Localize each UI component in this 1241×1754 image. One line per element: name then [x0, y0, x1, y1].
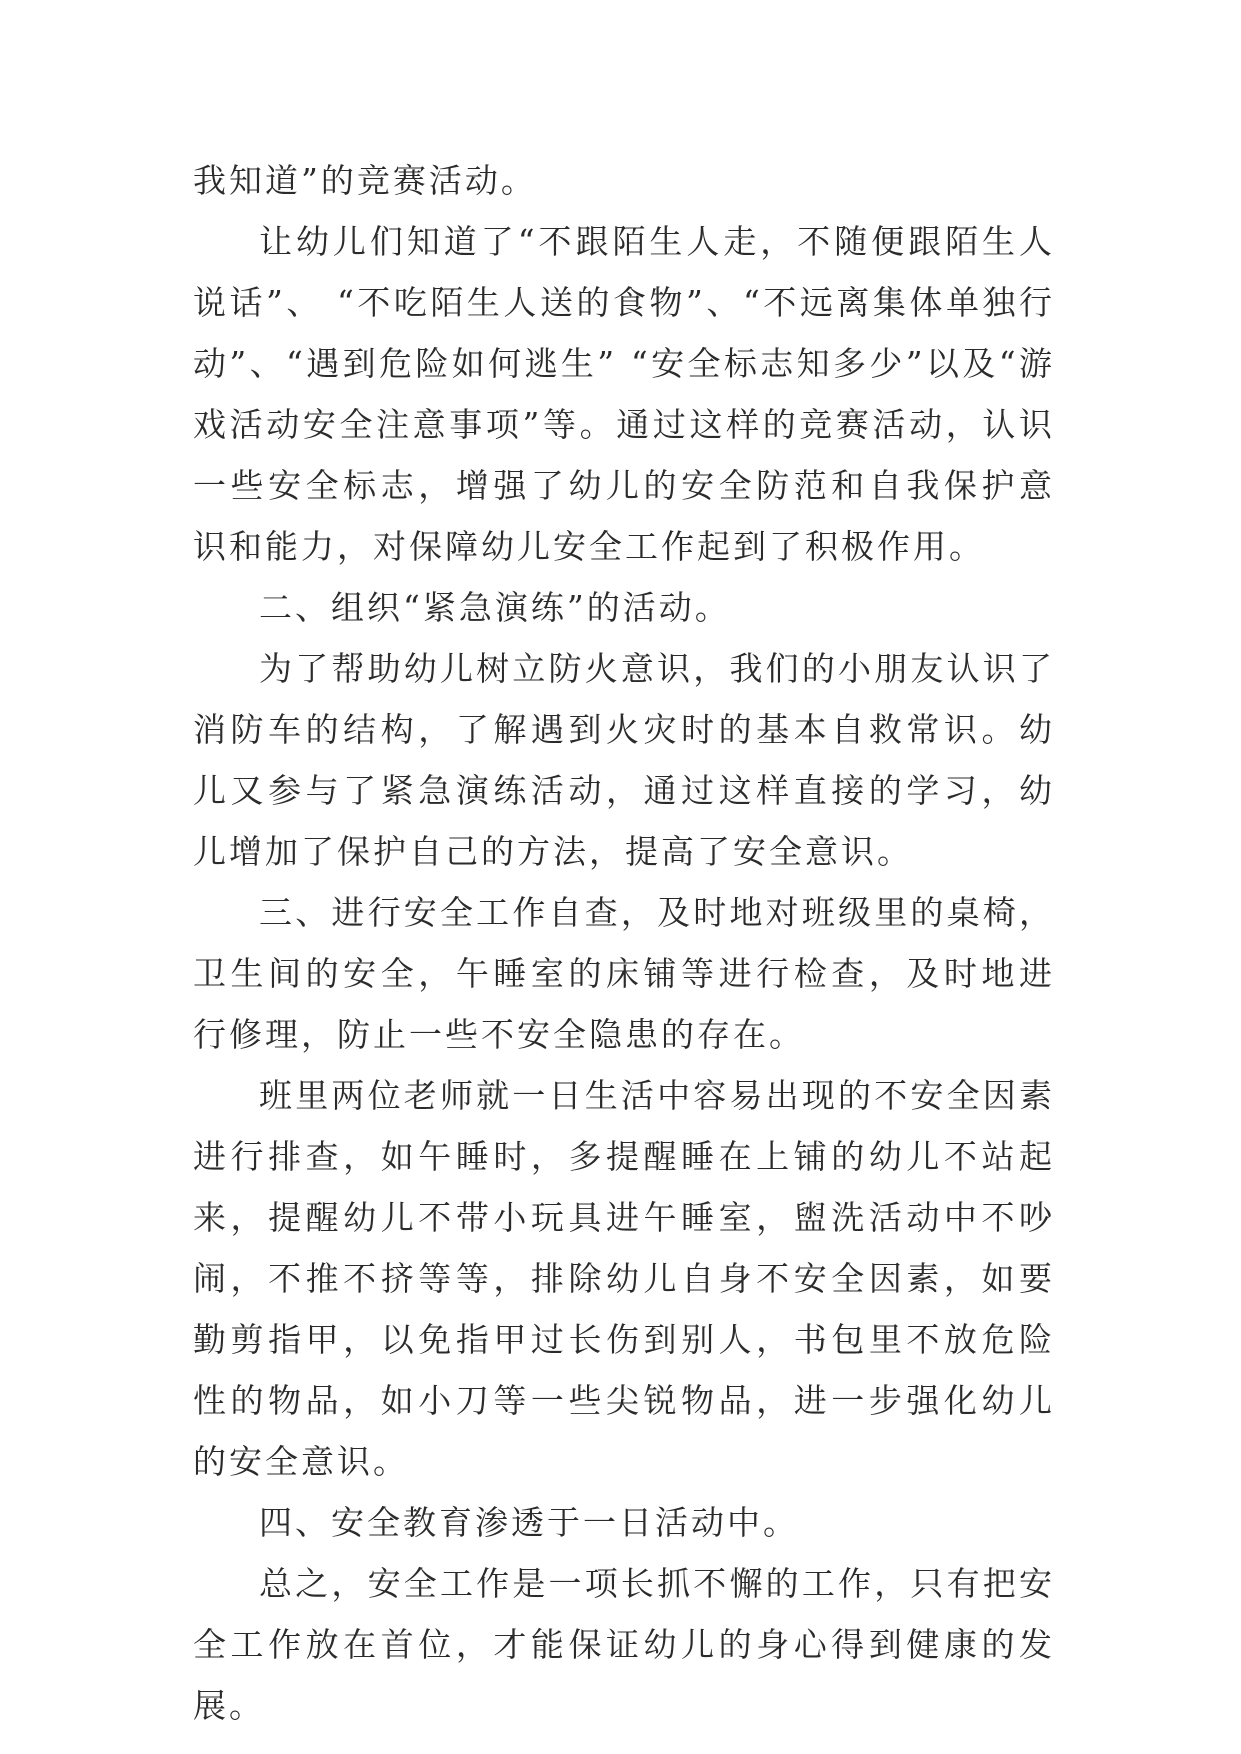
paragraph-teacher-inspection: 班里两位老师就一日生活中容易出现的不安全因素进行排查，如午睡时，多提醒睡在上铺的幼儿不站起来，提醒幼儿不带小玩具进午睡室，盥洗活动中不吵闹，不推不挤等等，排除幼儿自身不安全因素，如要勤剪指甲，以免指甲过长伤到别人，书包里不放危险性的物品，如小刀等一些尖锐物品，进一步强化幼儿的安全意识。 — [193, 1076, 1055, 1481]
section-heading-self-inspection: 三、进行安全工作自查，及时地对班级里的桌椅，卫生间的安全，午睡室的床铺等进行检查，及时地进行修理，防止一些不安全隐患的存在。 — [193, 893, 1055, 1054]
document-body — [193, 150, 1055, 1736]
paragraph-safety-knowledge: 让幼儿们知道了“不跟陌生人走，不随便跟陌生人说话”、 “不吃陌生人送的食物”、“不远离集体单独行动”、“遇到危险如何逃生” “安全标志知多少”以及“游戏活动安全注意事项”等。通过这样的竞赛活动，认识一些安全标志，增强了幼儿的安全防范和自我保护意识和能力，对保障幼儿安全工作起到了积极作用。 — [193, 222, 1055, 566]
paragraph-continuation: 我知道”的竞赛活动。 — [193, 161, 537, 200]
section-heading-daily-education: 四、安全教育渗透于一日活动中。 — [259, 1503, 799, 1542]
paragraph-fire-awareness: 为了帮助幼儿树立防火意识，我们的小朋友认识了消防车的结构，了解遇到火灾时的基本自救常识。幼儿又参与了紧急演练活动，通过这样直接的学习，幼儿增加了保护自己的方法，提高了安全意识。 — [193, 649, 1055, 871]
paragraph-conclusion: 总之，安全工作是一项长抓不懈的工作，只有把安全工作放在首位，才能保证幼儿的身心得到健康的发展。 — [193, 1564, 1055, 1725]
section-heading-emergency-drill: 二、组织“紧急演练”的活动。 — [259, 588, 731, 627]
